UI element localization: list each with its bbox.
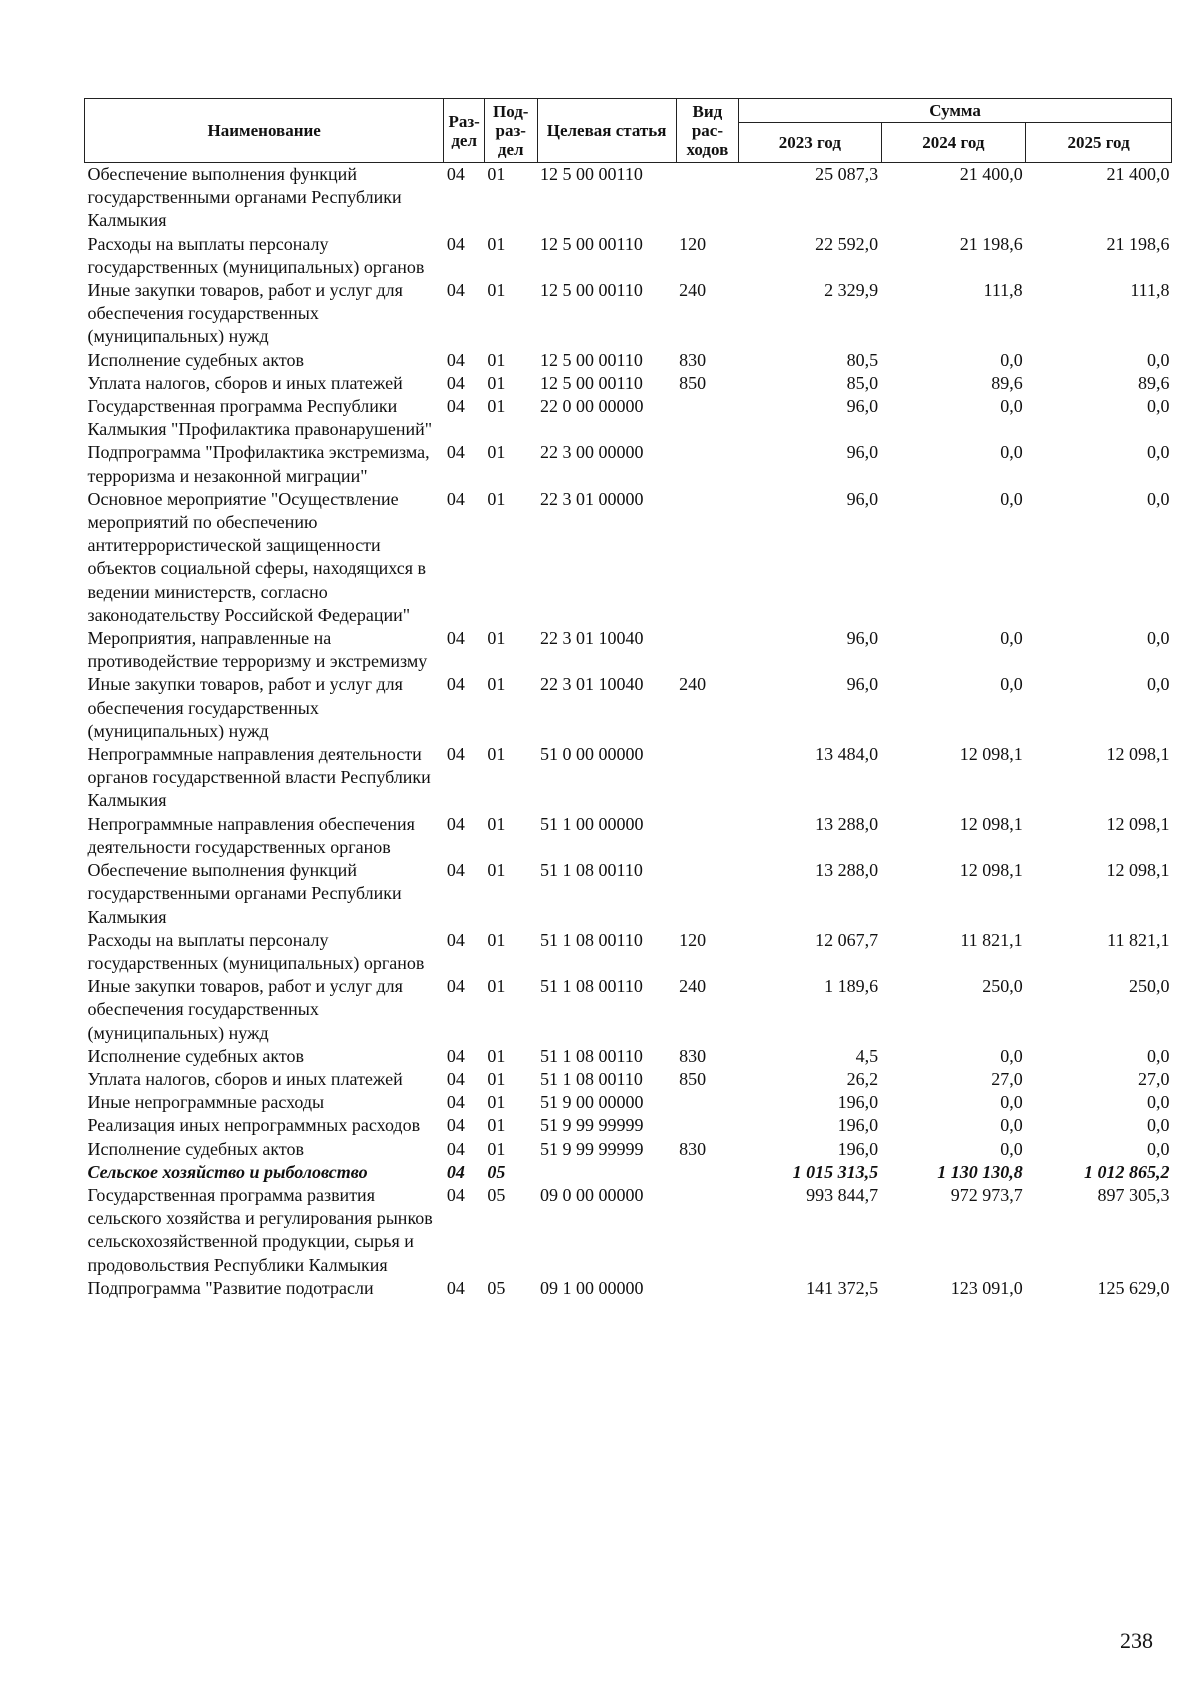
row-sum-2023: 85,0: [846, 372, 879, 393]
row-podrazdel: 01: [487, 1045, 506, 1066]
row-razdel: 04: [446, 280, 465, 301]
row-name: Подпрограмма "Развитие подотрасли: [87, 1277, 374, 1298]
row-podrazdel: 01: [487, 813, 506, 834]
row-vid-rashodov: [676, 441, 738, 487]
row-name: Уплата налогов, сборов и иных платежей: [87, 372, 403, 393]
row-razdel: 04: [446, 813, 465, 834]
row-sum-2024: 250,0: [982, 976, 1023, 997]
row-razdel: 04: [446, 396, 465, 417]
budget-table: [84, 98, 1172, 1300]
table-row: [85, 859, 1172, 929]
row-razdel: 04: [446, 372, 465, 393]
row-sum-2025: 0,0: [1147, 396, 1170, 417]
row-celevaya-statya: 51 1 08 00110: [540, 1068, 643, 1089]
row-celevaya-statya: [537, 1161, 676, 1184]
row-podrazdel: 01: [487, 349, 506, 370]
header-year-2023: 2023 год: [739, 123, 881, 163]
row-sum-2024: 0,0: [1000, 1045, 1023, 1066]
row-razdel: 04: [446, 488, 465, 509]
row-celevaya-statya: 22 3 01 10040: [540, 628, 644, 649]
row-name: Исполнение судебных актов: [87, 349, 305, 370]
row-razdel: 04: [446, 860, 465, 881]
row-name: Исполнение судебных актов: [87, 1138, 305, 1159]
row-vid-rashodov: 830: [679, 349, 707, 370]
table-row: [85, 441, 1172, 487]
row-name: Государственная программа Республики Калмыкия "Профилактика правонарушений": [87, 396, 433, 440]
row-sum-2024: 11 821,1: [960, 929, 1023, 950]
row-sum-2023: 96,0: [846, 396, 879, 417]
row-sum-2025: 12 098,1: [1106, 860, 1170, 881]
row-name: Иные закупки товаров, работ и услуг для обеспечения государственных (муниципальных) нужд: [87, 976, 403, 1043]
row-name: Непрограммные направления обеспечения деятельности государственных органов: [87, 813, 415, 857]
row-vid-rashodov: 120: [679, 929, 707, 950]
row-celevaya-statya: 12 5 00 00110: [540, 233, 643, 254]
row-vid-rashodov: 240: [679, 280, 707, 301]
row-sum-2023: 80,5: [846, 349, 879, 370]
row-razdel: 04: [446, 1138, 465, 1159]
row-vid-rashodov: [676, 813, 738, 859]
row-podrazdel: 01: [487, 1115, 506, 1136]
row-razdel: 04: [446, 929, 465, 950]
row-razdel: 04: [446, 744, 465, 765]
row-name: Реализация иных непрограммных расходов: [87, 1115, 421, 1136]
row-name: Подпрограмма "Профилактика экстремизма, терроризма и незаконной миграции": [87, 442, 430, 486]
row-sum-2023: 141 372,5: [806, 1277, 879, 1298]
row-sum-2023: 96,0: [846, 628, 879, 649]
row-vid-rashodov: [676, 1161, 738, 1184]
row-name: Непрограммные направления деятельности органов государственной власти Республики Калмыкия: [87, 744, 431, 811]
table-row: [85, 372, 1172, 395]
row-sum-2025: 0,0: [1147, 349, 1170, 370]
row-vid-rashodov: 120: [679, 233, 707, 254]
header-celevaya-statya: Целевая статья: [537, 99, 676, 163]
row-sum-2023: 26,2: [846, 1068, 879, 1089]
row-sum-2025: 0,0: [1147, 1045, 1170, 1066]
row-podrazdel: 01: [487, 1092, 506, 1113]
row-celevaya-statya: 12 5 00 00110: [540, 164, 643, 184]
row-sum-2025: 27,0: [1138, 1068, 1170, 1089]
row-razdel: 04: [446, 1115, 465, 1136]
row-name: Иные закупки товаров, работ и услуг для обеспечения государственных (муниципальных) нужд: [87, 674, 403, 741]
row-podrazdel: 01: [487, 488, 506, 509]
table-row: [85, 163, 1172, 233]
row-name: Государственная программа развития сельского хозяйства и регулирования рынков сельскохозяйственной продукции, сырья и продовольствия Республики Калмыкия: [87, 1184, 433, 1275]
row-vid-rashodov: 830: [679, 1138, 707, 1159]
row-name: Мероприятия, направленные на противодействие терроризму и экстремизму: [87, 628, 428, 672]
row-sum-2025: 125 629,0: [1097, 1277, 1170, 1298]
row-podrazdel: 01: [487, 674, 506, 695]
row-celevaya-statya: 22 3 01 10040: [540, 674, 644, 695]
table-row: [85, 395, 1172, 441]
row-sum-2025: 12 098,1: [1106, 744, 1170, 765]
row-sum-2023: 13 484,0: [815, 744, 879, 765]
table-row: [85, 1277, 1172, 1300]
row-vid-rashodov: [676, 1091, 738, 1114]
row-vid-rashodov: 830: [679, 1045, 707, 1066]
row-sum-2023: 1 189,6: [824, 976, 879, 997]
row-celevaya-statya: 51 9 00 00000: [540, 1092, 644, 1113]
row-name: Обеспечение выполнения функций государственными органами Республики Калмыкия: [87, 860, 402, 927]
row-razdel: 04: [446, 976, 465, 997]
page-number: 238: [1120, 1628, 1153, 1653]
table-row: [85, 1161, 1172, 1184]
table-row: [85, 349, 1172, 372]
row-razdel: 04: [446, 1092, 465, 1113]
row-sum-2024: 21 400,0: [959, 164, 1023, 184]
row-celevaya-statya: 09 0 00 00000: [540, 1184, 644, 1205]
row-sum-2024: 12 098,1: [959, 860, 1023, 881]
table-row: [85, 673, 1172, 743]
header-year-2024: 2024 год: [881, 123, 1026, 163]
row-sum-2025: 0,0: [1147, 1115, 1170, 1136]
row-vid-rashodov: [676, 1184, 738, 1277]
row-sum-2024: 111,8: [983, 280, 1023, 301]
row-sum-2024: 0,0: [1000, 1138, 1023, 1159]
row-name: Обеспечение выполнения функций государственными органами Республики Калмыкия: [87, 164, 402, 231]
row-vid-rashodov: 240: [679, 674, 707, 695]
row-sum-2024: 0,0: [1000, 1092, 1023, 1113]
table-row: [85, 1045, 1172, 1068]
row-podrazdel: 01: [487, 1068, 506, 1089]
row-vid-rashodov: [676, 1277, 738, 1300]
row-name: Расходы на выплаты персоналу государственных (муниципальных) органов: [87, 233, 425, 277]
row-razdel: 04: [446, 674, 465, 695]
row-razdel: 04: [446, 233, 465, 254]
row-name: Исполнение судебных актов: [87, 1045, 305, 1066]
row-celevaya-statya: 51 1 08 00110: [540, 860, 643, 881]
table-row: [85, 627, 1172, 673]
row-celevaya-statya: 51 9 99 99999: [540, 1115, 644, 1136]
row-celevaya-statya: 51 1 08 00110: [540, 976, 643, 997]
row-sum-2025: 21 400,0: [1106, 164, 1170, 184]
row-podrazdel: 01: [487, 929, 506, 950]
row-podrazdel: 01: [487, 442, 506, 463]
row-sum-2023: 13 288,0: [815, 813, 879, 834]
row-celevaya-statya: 22 3 01 00000: [540, 488, 644, 509]
row-sum-2023: 96,0: [846, 442, 879, 463]
row-sum-2025: 0,0: [1147, 1138, 1170, 1159]
row-vid-rashodov: [676, 1114, 738, 1137]
row-razdel: 04: [446, 349, 465, 370]
row-razdel: 04: [446, 1161, 465, 1182]
row-sum-2023: 13 288,0: [815, 860, 879, 881]
row-sum-2023: 1 015 313,5: [792, 1161, 879, 1182]
row-razdel: 04: [446, 628, 465, 649]
row-vid-rashodov: [676, 743, 738, 813]
row-sum-2024: 0,0: [1000, 349, 1023, 370]
row-vid-rashodov: [676, 395, 738, 441]
row-celevaya-statya: 51 0 00 00000: [540, 744, 644, 765]
row-name: Иные непрограммные расходы: [87, 1092, 325, 1113]
row-razdel: 04: [446, 1277, 465, 1298]
row-sum-2023: 96,0: [846, 674, 879, 695]
table-row: [85, 1138, 1172, 1161]
row-sum-2024: 1 130 130,8: [937, 1161, 1023, 1182]
row-name: Уплата налогов, сборов и иных платежей: [87, 1068, 403, 1089]
row-podrazdel: 01: [487, 233, 506, 254]
header-summa: Сумма: [739, 99, 1172, 123]
table-row: [85, 1068, 1172, 1091]
row-sum-2024: 972 973,7: [950, 1184, 1023, 1205]
row-sum-2023: 196,0: [837, 1138, 879, 1159]
row-podrazdel: 01: [487, 396, 506, 417]
row-sum-2025: 0,0: [1147, 674, 1170, 695]
row-sum-2025: 11 821,1: [1107, 929, 1170, 950]
row-sum-2023: 196,0: [837, 1115, 879, 1136]
table-row: [85, 1091, 1172, 1114]
row-podrazdel: 01: [487, 280, 506, 301]
table-row: [85, 929, 1172, 975]
row-podrazdel: 01: [487, 860, 506, 881]
row-podrazdel: 01: [487, 372, 506, 393]
row-name: Иные закупки товаров, работ и услуг для обеспечения государственных (муниципальных) нужд: [87, 280, 403, 347]
row-celevaya-statya: 12 5 00 00110: [540, 349, 643, 370]
row-razdel: 04: [446, 1045, 465, 1066]
row-sum-2025: 0,0: [1147, 442, 1170, 463]
row-sum-2025: 1 012 865,2: [1084, 1161, 1170, 1182]
row-sum-2024: 0,0: [1000, 442, 1023, 463]
row-celevaya-statya: 51 1 08 00110: [540, 929, 643, 950]
row-razdel: 04: [446, 1068, 465, 1089]
table-row: [85, 975, 1172, 1045]
row-sum-2025: 21 198,6: [1106, 233, 1170, 254]
row-sum-2024: 12 098,1: [959, 813, 1023, 834]
row-sum-2025: 111,8: [1130, 280, 1170, 301]
table-header: [85, 99, 1172, 163]
row-vid-rashodov: [676, 627, 738, 673]
row-sum-2024: 0,0: [1000, 396, 1023, 417]
row-razdel: 04: [446, 442, 465, 463]
row-sum-2024: 0,0: [1000, 674, 1023, 695]
row-sum-2025: 250,0: [1129, 976, 1170, 997]
row-sum-2023: 25 087,3: [815, 164, 879, 184]
row-podrazdel: 01: [487, 628, 506, 649]
row-sum-2025: 0,0: [1147, 628, 1170, 649]
row-sum-2025: 897 305,3: [1097, 1184, 1170, 1205]
table-row: [85, 233, 1172, 279]
row-sum-2023: 196,0: [837, 1092, 879, 1113]
row-podrazdel: 01: [487, 744, 506, 765]
table-row: [85, 1114, 1172, 1137]
row-celevaya-statya: 22 3 00 00000: [540, 442, 644, 463]
table-row: [85, 488, 1172, 627]
row-vid-rashodov: 850: [679, 1068, 707, 1089]
row-sum-2024: 12 098,1: [959, 744, 1023, 765]
row-sum-2024: 27,0: [991, 1068, 1023, 1089]
table-row: [85, 279, 1172, 349]
row-sum-2024: 21 198,6: [959, 233, 1023, 254]
header-razdel: Раз-дел: [444, 99, 485, 163]
row-razdel: 04: [446, 1184, 465, 1205]
row-celevaya-statya: 09 1 00 00000: [540, 1277, 644, 1298]
row-celevaya-statya: 22 0 00 00000: [540, 396, 644, 417]
header-name: Наименование: [85, 99, 444, 163]
row-razdel: 04: [446, 164, 465, 184]
header-podrazdel: Под-раз-дел: [484, 99, 537, 163]
row-sum-2024: 0,0: [1000, 488, 1023, 509]
row-vid-rashodov: [676, 163, 738, 233]
row-vid-rashodov: [676, 488, 738, 627]
header-year-2025: 2025 год: [1026, 123, 1172, 163]
row-sum-2025: 89,6: [1138, 372, 1170, 393]
row-podrazdel: 01: [487, 976, 506, 997]
row-sum-2023: 993 844,7: [806, 1184, 879, 1205]
row-sum-2023: 96,0: [846, 488, 879, 509]
row-name: Расходы на выплаты персоналу государственных (муниципальных) органов: [87, 929, 425, 973]
row-vid-rashodov: 850: [679, 372, 707, 393]
row-podrazdel: 01: [487, 1138, 506, 1159]
row-sum-2025: 12 098,1: [1106, 813, 1170, 834]
row-celevaya-statya: 12 5 00 00110: [540, 372, 643, 393]
row-sum-2024: 123 091,0: [950, 1277, 1023, 1298]
row-celevaya-statya: 51 1 00 00000: [540, 813, 644, 834]
row-sum-2023: 2 329,9: [824, 280, 879, 301]
row-sum-2024: 0,0: [1000, 628, 1023, 649]
row-sum-2023: 22 592,0: [815, 233, 879, 254]
row-name: Основное мероприятие "Осуществление мероприятий по обеспечению антитеррористической защищенности объектов социальной сферы, находящихся в ведении министерств, согласно законодательству Российской Федерации": [87, 488, 427, 625]
row-podrazdel: 05: [487, 1161, 506, 1182]
row-sum-2024: 89,6: [991, 372, 1023, 393]
row-podrazdel: 01: [487, 164, 506, 184]
row-sum-2023: 12 067,7: [815, 929, 879, 950]
row-vid-rashodov: 240: [679, 976, 707, 997]
header-vid-rashodov: Вид рас-ходов: [676, 99, 738, 163]
table-row: [85, 743, 1172, 813]
row-podrazdel: 05: [487, 1277, 506, 1298]
table-row: [85, 813, 1172, 859]
row-sum-2025: 0,0: [1147, 488, 1170, 509]
row-podrazdel: 05: [487, 1184, 506, 1205]
row-celevaya-statya: 51 1 08 00110: [540, 1045, 643, 1066]
table-row: [85, 1184, 1172, 1277]
row-sum-2023: 4,5: [855, 1045, 879, 1066]
row-sum-2024: 0,0: [1000, 1115, 1023, 1136]
table-body: [85, 163, 1172, 1300]
row-celevaya-statya: 12 5 00 00110: [540, 280, 643, 301]
row-celevaya-statya: 51 9 99 99999: [540, 1138, 644, 1159]
row-sum-2025: 0,0: [1147, 1092, 1170, 1113]
row-vid-rashodov: [676, 859, 738, 929]
row-name: Сельское хозяйство и рыболовство: [87, 1161, 368, 1182]
